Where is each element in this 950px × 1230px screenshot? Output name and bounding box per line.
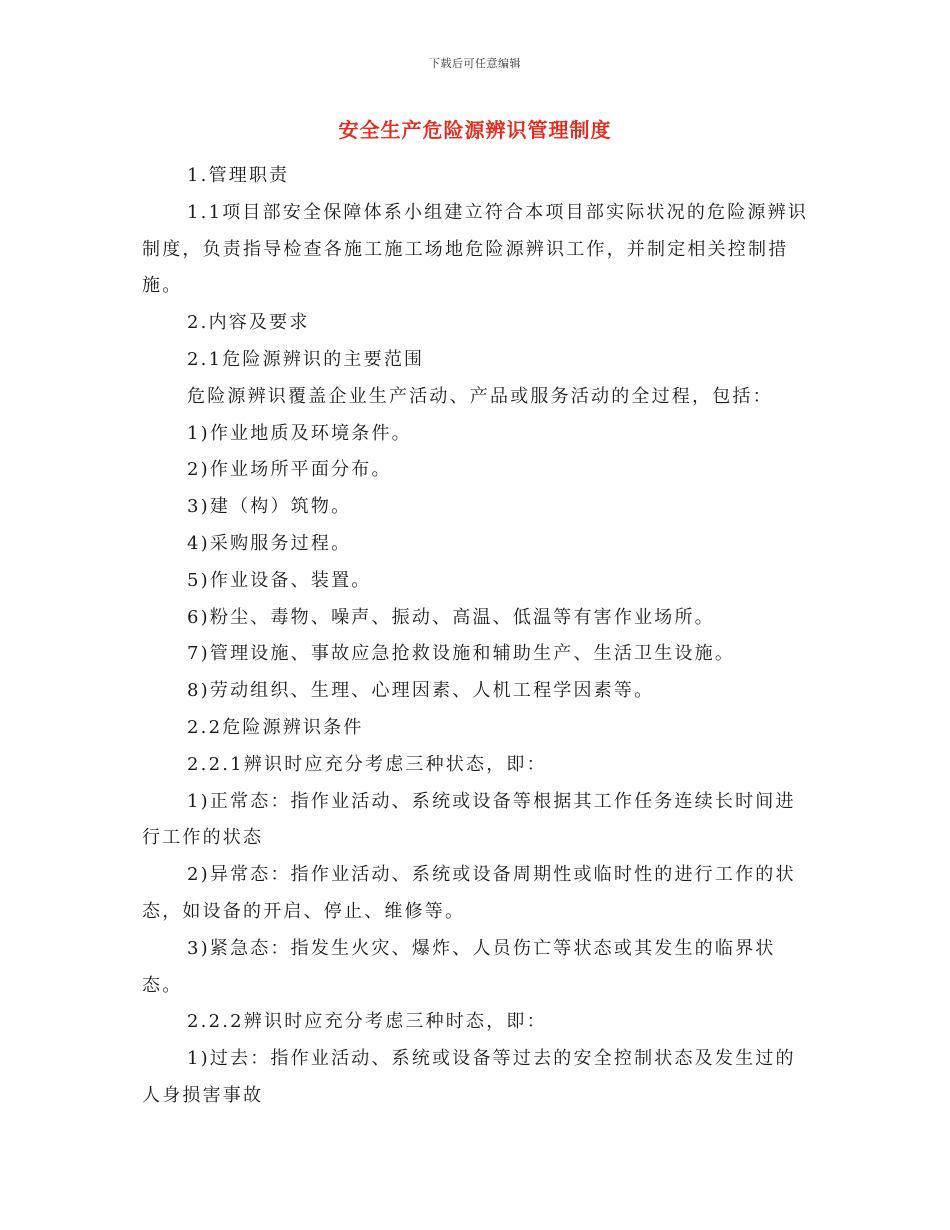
list-item: 4)采购服务过程。 — [187, 532, 352, 554]
list-item: 1)过去：指作业活动、系统或设备等过去的安全控制状态及发生过的人身损害事故 — [142, 1048, 796, 1106]
document-body — [142, 158, 814, 1115]
list-item: 2)作业场所平面分布。 — [187, 459, 392, 481]
subsection-heading: 2.2.1辨识时应充分考虑三种状态，即： — [187, 753, 547, 775]
section-heading: 1.管理职责 — [187, 165, 290, 186]
list-item: 8)劳动组织、生理、心理因素、人机工程学因素等。 — [187, 680, 655, 702]
list-item: 1)正常态：指作业活动、系统或设备等根据其工作任务连续长时间进行工作的状态 — [142, 790, 796, 849]
list-item: 6)粉尘、毒物、噪声、振动、高温、低温等有害作业场所。 — [187, 606, 715, 628]
list-item: 3)建（构）筑物。 — [187, 496, 352, 518]
list-item: 1)作业地质及环境条件。 — [187, 422, 412, 444]
list-item: 2)异常态：指作业活动、系统或设备周期性或临时性的进行工作的状态，如设备的开启、停止、维修等。 — [142, 864, 796, 922]
section-heading: 2.内容及要求 — [187, 312, 310, 334]
subsection-heading: 2.1危险源辨识的主要范围 — [187, 348, 425, 370]
document-title: 安全生产危险源辨识管理制度 — [338, 118, 612, 142]
subsection-heading: 2.2危险源辨识条件 — [187, 716, 364, 738]
header-note: 下载后可任意编辑 — [429, 57, 521, 70]
body-paragraph: 危险源辨识覆盖企业生产活动、产品或服务活动的全过程，包括： — [187, 385, 773, 407]
list-item: 7)管理设施、事故应急抢救设施和辅助生产、生活卫生设施。 — [187, 643, 736, 665]
list-item: 5)作业设备、装置。 — [187, 569, 372, 591]
list-item: 3)紧急态：指发生火灾、爆炸、人员伤亡等状态或其发生的临界状态。 — [142, 937, 776, 996]
subsection-heading: 2.2.2辨识时应充分考虑三种时态，即： — [187, 1011, 547, 1033]
body-paragraph: 1.1项目部安全保障体系小组建立符合本项目部实际状况的危险源辨识制度，负责指导检查各施工施工场地危险源辨识工作，并制定相关控制措施。 — [142, 201, 809, 297]
